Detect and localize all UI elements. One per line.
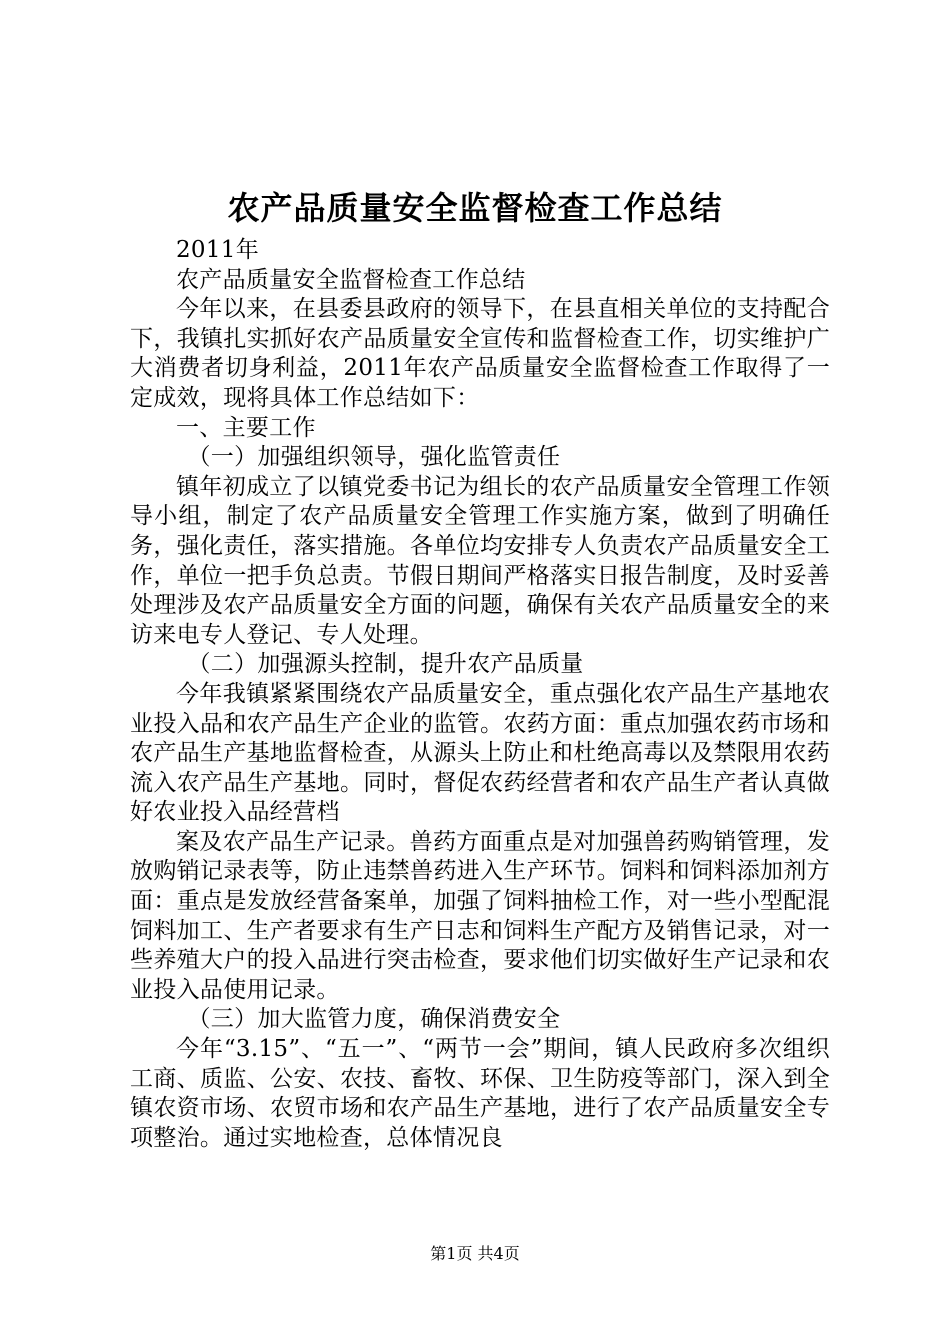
body-paragraph: 今年“3.15”、“五一”、“两节一会”期间，镇人民政府多次组织工商、质监、公安、农技、畜牧、环保、卫生防疫等部门，深入到全镇农资市场、农贸市场和农产品生产基地，进行了农产品质量安全专项整治。通过实地检查，总体情况良 [130,1036,830,1151]
subtitle-line: 农产品质量安全监督检查工作总结 [176,266,526,293]
body-paragraph: 镇年初成立了以镇党委书记为组长的农产品质量安全管理工作领导小组，制定了农产品质量安全管理工作实施方案，做到了明确任务，强化责任，落实措施。各单位均安排专人负责农产品质量安全工作，单位一把手负总责。节假日期间严格落实日报告制度，及时妥善处理涉及农产品质量安全方面的问题，确保有关农产品质量安全的来访来电专人登记、专人处理。 [130,473,830,648]
subsection-heading: （一）加强组织领导，强化监管责任 [187,444,561,471]
section-heading: 一、主要工作 [176,414,316,441]
document-body [130,236,830,1153]
body-paragraph: 案及农产品生产记录。兽药方面重点是对加强兽药购销管理，发放购销记录表等，防止违禁兽药进入生产环节。饲料和饲料添加剂方面：重点是发放经营备案单，加强了饲料抽检工作，对一些小型配混饲料加工、生产者要求有生产日志和饲料生产配方及销售记录，对一些养殖大户的投入品进行突击检查，要求他们切实做好生产记录和农业投入品使用记录。 [130,828,830,1003]
year-line: 2011年 [176,237,260,263]
page-number-footer: 第1页 共4页 [430,1244,520,1263]
intro-paragraph: 今年以来，在县委县政府的领导下，在县直相关单位的支持配合下，我镇扎实抓好农产品质量安全宣传和监督检查工作，切实维护广大消费者切身利益，2011年农产品质量安全监督检查工作取得了一定成效，现将具体工作总结如下： [130,296,830,411]
document-title: 农产品质量安全监督检查工作总结 [227,189,723,227]
subsection-heading: （二）加强源头控制，提升农产品质量 [187,651,584,678]
body-paragraph: 今年我镇紧紧围绕农产品质量安全，重点强化农产品生产基地农业投入品和农产品生产企业的监管。农药方面：重点加强农药市场和农产品生产基地监督检查，从源头上防止和杜绝高毒以及禁限用农药流入农产品生产基地。同时，督促农药经营者和农产品生产者认真做好农业投入品经营档 [130,680,830,826]
subsection-heading: （三）加大监管力度，确保消费安全 [187,1006,561,1033]
